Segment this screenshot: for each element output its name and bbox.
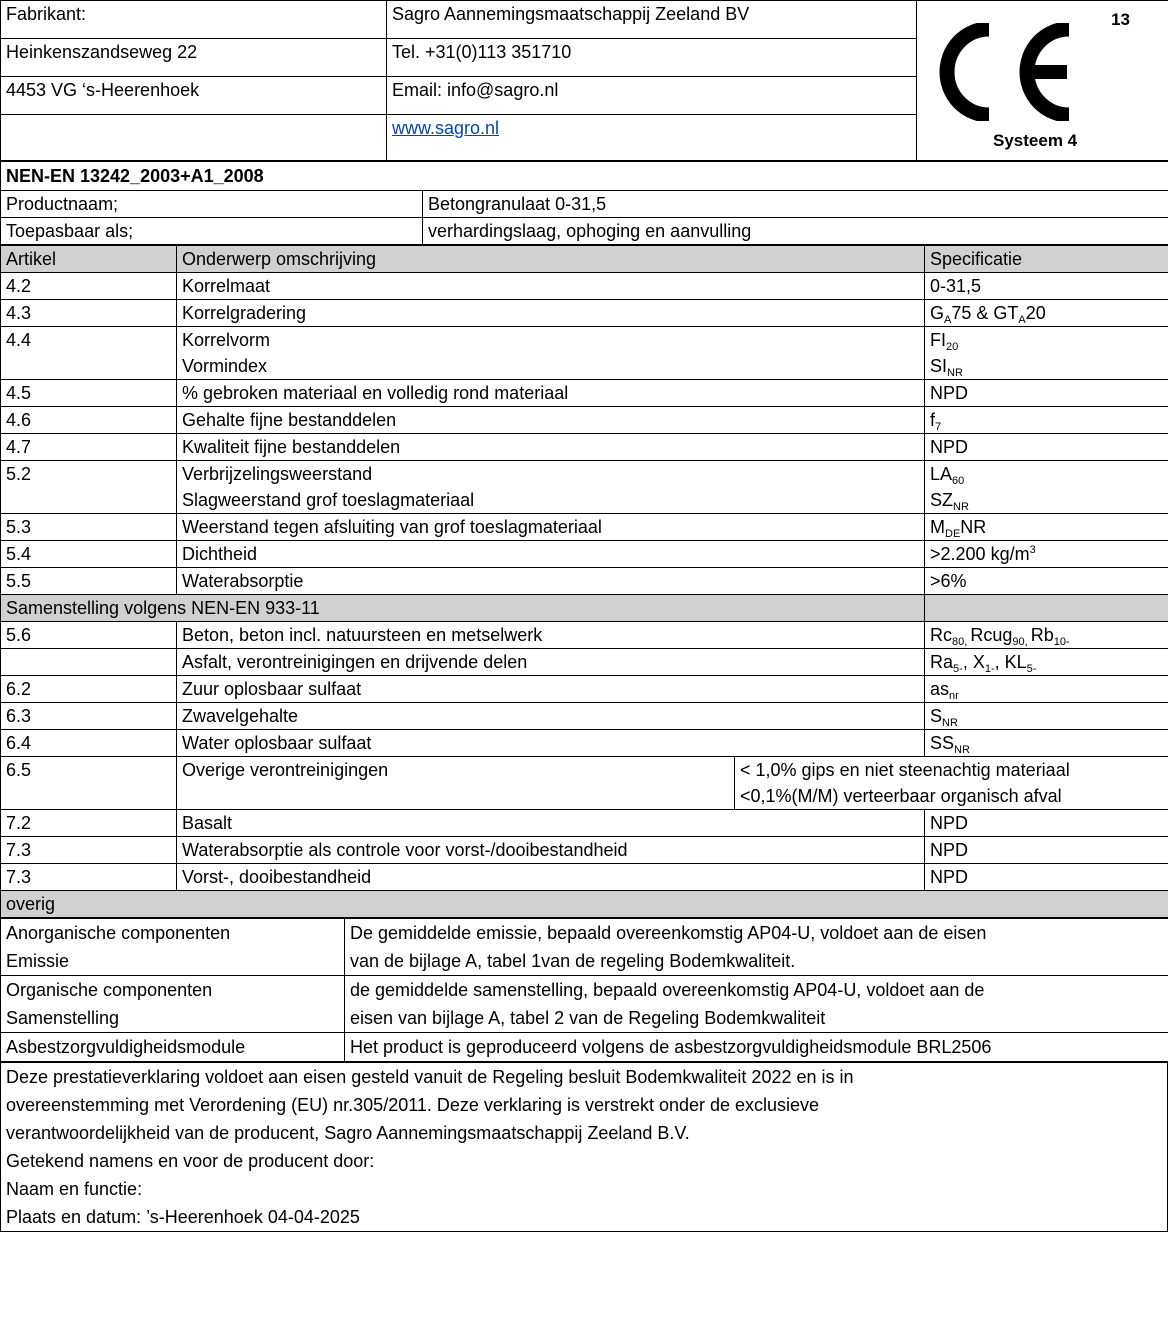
row-description: Korrelvorm Vormindex	[177, 327, 925, 380]
table-row	[1, 730, 1168, 757]
manufacturer-label: Fabrikant:	[1, 1, 387, 39]
row-spec: < 1,0% gips en niet steenachtig materiaal <0,1%(M/M) verteerbaar organisch afval	[735, 757, 1168, 810]
section-title: overig	[1, 891, 1168, 918]
table-row	[1, 434, 1168, 461]
product-name-value: Betongranulaat 0-31,5	[423, 191, 1168, 218]
row-description: Dichtheid	[177, 541, 925, 568]
row-spec: $Ra_{5-}$, $X_{1-}$, $KL_{5-}$	[925, 649, 1168, 676]
row-article: 4.6	[1, 407, 177, 434]
website-cell	[387, 115, 917, 161]
row-spec: $f_7$	[925, 407, 1168, 434]
row-spec: NPD	[925, 810, 1168, 837]
row-article: 4.4	[1, 327, 177, 380]
section-header-overig	[1, 891, 1168, 918]
row-spec: $S_{NR}$	[925, 703, 1168, 730]
overig-text: de gemiddelde samenstelling, bepaald overeenkomstig AP04-U, voldoet aan de eisen van bijlage A, tabel 2 van de Regeling Bodemkwaliteit	[345, 976, 1168, 1033]
row-description: Zwavelgehalte	[177, 703, 925, 730]
specification-table	[0, 245, 1168, 918]
declaration-text: Deze prestatieverklaring voldoet aan eisen gesteld vanuit de Regeling besluit Bodemkwaliteit 2022 en is in overeenstemming met Verordening (EU) nr.305/2011. Deze verklaring is verstrekt onder de exclusieve verantwoordelijkheid van de producent, Sagro Aannemingsmaatschappij Zeeland B.V. Getekend namens en voor de producent door: Naam en functie: Plaats en datum: ’s-Heerenhoek 04-04-2025	[1, 1063, 1168, 1232]
table-row	[1, 649, 1168, 676]
row-article: 7.3	[1, 864, 177, 891]
row-article: 6.5	[1, 757, 177, 810]
row-description: Water oplosbaar sulfaat	[177, 730, 925, 757]
row-article: 7.2	[1, 810, 177, 837]
table-row	[1, 919, 1168, 976]
row-article: 4.3	[1, 300, 177, 327]
standard-title: NEN-EN 13242_2003+A1_2008	[1, 162, 1168, 191]
overig-text: Het product is geproduceerd volgens de asbestzorgvuldigheidsmodule BRL2506	[345, 1033, 1168, 1062]
row-spec: $as_{nr}$	[925, 676, 1168, 703]
row-article: 5.2	[1, 461, 177, 514]
table-row	[1, 327, 1168, 380]
table-row	[1, 703, 1168, 730]
row-article: 6.4	[1, 730, 177, 757]
phone: Tel. +31(0)113 351710	[387, 39, 917, 77]
row-description: Waterabsorptie	[177, 568, 925, 595]
row-spec: $M_{DE}NR$	[925, 514, 1168, 541]
row-spec: $LA_{60}$ $SZ_{NR}$	[925, 461, 1168, 514]
table-row	[1, 622, 1168, 649]
table-row	[1, 273, 1168, 300]
ce-logo-icon	[931, 23, 1081, 121]
section-empty	[925, 595, 1168, 622]
table-row	[1, 461, 1168, 514]
table-row	[1, 380, 1168, 407]
row-description: Asfalt, verontreinigingen en drijvende delen	[177, 649, 925, 676]
row-article	[1, 649, 177, 676]
row-spec: $G_A75$ & $GT_A20$	[925, 300, 1168, 327]
col-onderwerp: Onderwerp omschrijving	[177, 246, 925, 273]
row-article: 5.5	[1, 568, 177, 595]
overig-table	[0, 918, 1168, 1062]
row-spec: $SS_{NR}$	[925, 730, 1168, 757]
row-description: Vorst-, dooibestandheid	[177, 864, 925, 891]
row-description: Korrelmaat	[177, 273, 925, 300]
address-street: Heinkenszandseweg 22	[1, 39, 387, 77]
row-spec: $Rc_{80,}$ Rcug$_{90,}$ $Rb_{10-}$	[925, 622, 1168, 649]
row-article: 6.2	[1, 676, 177, 703]
row-article: 4.2	[1, 273, 177, 300]
manufacturer-table	[0, 0, 1168, 161]
table-row	[1, 568, 1168, 595]
overig-label: Asbestzorgvuldigheidsmodule	[1, 1033, 345, 1062]
declaration-footer	[0, 1062, 1168, 1232]
row-spec: NPD	[925, 434, 1168, 461]
section-header-samenstelling	[1, 595, 1168, 622]
row-article: 5.3	[1, 514, 177, 541]
email: Email: info@sagro.nl	[387, 77, 917, 115]
row-spec: NPD	[925, 837, 1168, 864]
row-article: 4.7	[1, 434, 177, 461]
row-description: Basalt	[177, 810, 925, 837]
ce-mark	[917, 1, 1168, 161]
row-description: Weerstand tegen afsluiting van grof toeslagmateriaal	[177, 514, 925, 541]
ce-system: Systeem 4	[993, 131, 1078, 150]
product-table	[0, 161, 1168, 245]
row-description: Kwaliteit fijne bestanddelen	[177, 434, 925, 461]
table-row	[1, 676, 1168, 703]
row-spec: >2.200 $kg/m^3$	[925, 541, 1168, 568]
row-description: Gehalte fijne bestanddelen	[177, 407, 925, 434]
row-article: 5.6	[1, 622, 177, 649]
usage-label: Toepasbaar als;	[1, 218, 423, 245]
table-row	[1, 407, 1168, 434]
table-row	[1, 514, 1168, 541]
row-description: % gebroken materiaal en volledig rond materiaal	[177, 380, 925, 407]
table-row	[1, 300, 1168, 327]
row-spec: NPD	[925, 380, 1168, 407]
row-description: Verbrijzelingsweerstand Slagweerstand grof toeslagmateriaal	[177, 461, 925, 514]
row-description: Korrelgradering	[177, 300, 925, 327]
table-row	[1, 1033, 1168, 1062]
col-artikel: Artikel	[1, 246, 177, 273]
row-description: Waterabsorptie als controle voor vorst-/dooibestandheid	[177, 837, 925, 864]
table-row	[1, 976, 1168, 1033]
row-spec: $FI_{20}$ $SI_{NR}$	[925, 327, 1168, 380]
website-link[interactable]: www.sagro.nl	[392, 118, 500, 138]
row-spec: 0-31,5	[925, 273, 1168, 300]
product-name-label: Productnaam;	[1, 191, 423, 218]
overig-label: Anorganische componenten Emissie	[1, 919, 345, 976]
row-spec: NPD	[925, 864, 1168, 891]
row-spec: >6%	[925, 568, 1168, 595]
row-article: 4.5	[1, 380, 177, 407]
overig-text: De gemiddelde emissie, bepaald overeenkomstig AP04-U, voldoet aan de eisen van de bijlage A, tabel 1van de regeling Bodemkwaliteit.	[345, 919, 1168, 976]
row-article: 5.4	[1, 541, 177, 568]
empty-cell	[1, 115, 387, 161]
row-article: 6.3	[1, 703, 177, 730]
row-article: 7.3	[1, 837, 177, 864]
row-description: Overige verontreinigingen	[177, 757, 735, 810]
section-title: Samenstelling volgens NEN-EN 933-11	[1, 595, 925, 622]
col-specificatie: Specificatie	[925, 246, 1168, 273]
table-row	[1, 757, 1168, 810]
overig-label: Organische componenten Samenstelling	[1, 976, 345, 1033]
table-header-row	[1, 246, 1168, 273]
table-row	[1, 837, 1168, 864]
row-description: Beton, beton incl. natuursteen en metselwerk	[177, 622, 925, 649]
company-name: Sagro Aannemingsmaatschappij Zeeland BV	[387, 1, 917, 39]
usage-value: verhardingslaag, ophoging en aanvulling	[423, 218, 1168, 245]
table-row	[1, 810, 1168, 837]
address-city: 4453 VG ‘s-Heerenhoek	[1, 77, 387, 115]
table-row	[1, 541, 1168, 568]
table-row	[1, 864, 1168, 891]
row-description: Zuur oplosbaar sulfaat	[177, 676, 925, 703]
ce-number: 13	[1111, 10, 1130, 29]
